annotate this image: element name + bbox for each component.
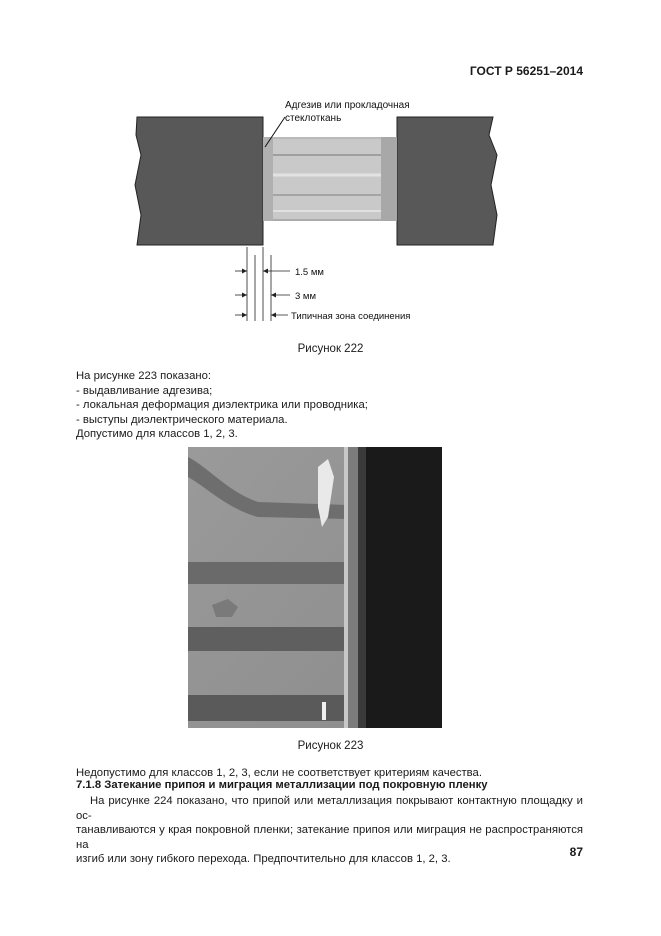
text-line: Допустимо для классов 1, 2, 3. [76,428,238,441]
section-heading: 7.1.8 Затекание припоя и миграция металлизации под покровную пленку [76,779,488,791]
dimension-3mm: 3 мм [295,291,316,302]
text-quality-note: Недопустимо для классов 1, 2, 3, если не соответствует критериям качества. [76,767,482,779]
dimension-joint-zone: Типичная зона соединения [291,311,411,322]
figure-223-photo [188,447,442,728]
figure-223-description [76,369,368,442]
adhesive-label-line2: стеклоткань [285,113,342,124]
dimension-1-5mm: 1.5 мм [295,267,324,278]
text-line: На рисунке 223 показано: [76,370,212,382]
paragraph-line: изгиб или зону гибкого перехода. Предпочтительно для классов 1, 2, 3. [76,853,451,866]
page-number: 87 [569,845,583,859]
text-line: - выдавливание адгезива; [76,384,213,397]
right-substrate-block [397,117,497,245]
figure-222-diagram [125,95,545,330]
paragraph-line: танавливаются у края покровной пленки; затекание припоя или миграция не распространяются на [76,824,583,851]
adhesive-label-line1: Адгезив или прокладочная [285,100,410,111]
text-line: - локальная деформация диэлектрика или проводника; [76,399,368,412]
text-line: - выступы диэлектрического материала. [76,413,288,426]
left-substrate-block [135,117,263,245]
figure-222-caption: Рисунок 222 [297,343,364,355]
section-paragraph [76,794,583,867]
paragraph-line: На рисунке 224 показано, что припой или металлизация покрывают контактную площадку и ос- [76,795,583,822]
figure-223-caption: Рисунок 223 [297,740,364,752]
document-header: ГОСТ Р 56251–2014 [469,64,583,78]
